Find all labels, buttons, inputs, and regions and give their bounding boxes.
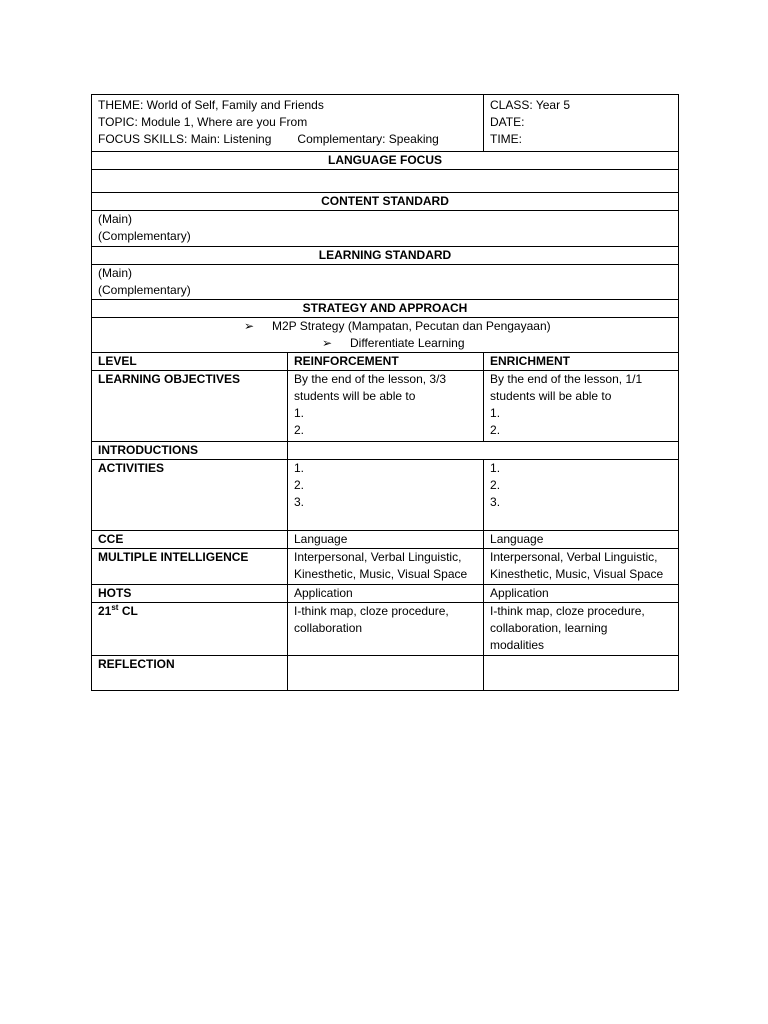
activity-item: 2.: [294, 478, 305, 492]
reinforcement-header: REINFORCEMENT: [288, 353, 484, 371]
date-text: DATE:: [490, 115, 525, 129]
content-standard-main: (Main): [98, 212, 133, 226]
cl21-text: I-think map, cloze procedure,: [294, 604, 449, 618]
lesson-plan-table: [91, 94, 679, 691]
content-standard-complementary: (Complementary): [98, 229, 191, 243]
objective-item: 2.: [490, 423, 501, 437]
cl21-label-num: 21: [98, 604, 112, 618]
mi-text: Kinesthetic, Music, Visual Space: [294, 567, 468, 581]
cl21-text: collaboration, learning: [490, 621, 608, 635]
cl21-text: I-think map, cloze procedure,: [490, 604, 645, 618]
strategy-row: [92, 300, 679, 318]
objective-intro-cont: students will be able to: [294, 389, 416, 403]
cce-enrichment: Language: [484, 531, 679, 549]
time-text: TIME:: [490, 132, 523, 146]
class-text: CLASS: Year 5: [490, 98, 571, 112]
learning-standard-body-row: [92, 265, 679, 300]
language-focus-blank-row: [92, 170, 679, 193]
introductions-label: INTRODUCTIONS: [92, 442, 288, 460]
strategy-heading: STRATEGY AND APPROACH: [92, 300, 679, 318]
strategy-item: [98, 335, 672, 352]
strategy-body-row: [92, 318, 679, 353]
cce-row: [92, 531, 679, 549]
cl21-label: [92, 603, 288, 656]
objective-intro-cont: students will be able to: [490, 389, 612, 403]
objective-item: 1.: [294, 406, 305, 420]
strategy-item-label: Differentiate Learning: [350, 336, 465, 350]
multiple-intelligence-label: MULTIPLE INTELLIGENCE: [92, 549, 288, 585]
content-standard-row: [92, 193, 679, 211]
content-standard-heading: CONTENT STANDARD: [92, 193, 679, 211]
cl21-label-rest: CL: [118, 604, 138, 618]
activity-item: 3.: [490, 495, 501, 509]
introductions-content: [288, 442, 679, 460]
activity-item: 1.: [490, 461, 501, 475]
learning-standard-heading: LEARNING STANDARD: [92, 247, 679, 265]
cce-label: CCE: [92, 531, 288, 549]
multiple-intelligence-row: [92, 549, 679, 585]
focus-skills-line: [98, 131, 477, 148]
hots-enrichment: Application: [484, 585, 679, 603]
level-header-row: [92, 353, 679, 371]
content-standard-body: [92, 211, 679, 247]
learning-standard-row: [92, 247, 679, 265]
cl21-text: modalities: [490, 638, 545, 652]
header-info-cell: [92, 95, 484, 152]
activity-item: 2.: [490, 478, 501, 492]
header-class-cell: [484, 95, 679, 152]
objective-item: 2.: [294, 423, 305, 437]
strategy-item: [98, 318, 672, 335]
mi-text: Kinesthetic, Music, Visual Space: [490, 567, 664, 581]
focus-complementary-text: Complementary: Speaking: [297, 132, 439, 146]
learning-objectives-label: LEARNING OBJECTIVES: [92, 371, 288, 442]
language-focus-heading: LANGUAGE FOCUS: [92, 152, 679, 170]
arrow-bullet-icon: ➢: [244, 319, 255, 333]
learning-standard-complementary: (Complementary): [98, 283, 191, 297]
cl21-enrichment: [484, 603, 679, 656]
learning-standard-main: (Main): [98, 266, 133, 280]
reflection-reinforcement: [288, 656, 484, 691]
activity-item: 3.: [294, 495, 305, 509]
reflection-row: [92, 656, 679, 691]
topic-text: TOPIC: Module 1, Where are you From: [98, 115, 308, 129]
objective-intro: By the end of the lesson, 1/1: [490, 372, 643, 386]
objective-intro: By the end of the lesson, 3/3: [294, 372, 447, 386]
cl21-label-sup: st: [111, 603, 119, 612]
reflection-label: REFLECTION: [92, 656, 288, 691]
learning-objectives-row: [92, 371, 679, 442]
mi-reinforcement: [288, 549, 484, 585]
language-focus-content: [92, 170, 679, 193]
content-standard-body-row: [92, 211, 679, 247]
theme-text: THEME: World of Self, Family and Friends: [98, 98, 324, 112]
cce-reinforcement: Language: [288, 531, 484, 549]
hots-reinforcement: Application: [288, 585, 484, 603]
hots-label: HOTS: [92, 585, 288, 603]
cl21-text: collaboration: [294, 621, 363, 635]
reflection-enrichment: [484, 656, 679, 691]
cl21-reinforcement: [288, 603, 484, 656]
introductions-row: [92, 442, 679, 460]
objective-item: 1.: [490, 406, 501, 420]
mi-text: Interpersonal, Verbal Linguistic,: [490, 550, 658, 564]
cl21-row: [92, 603, 679, 656]
reinforcement-activities: [288, 460, 484, 531]
reinforcement-objectives: [288, 371, 484, 442]
enrichment-header: ENRICHMENT: [484, 353, 679, 371]
activities-row: [92, 460, 679, 531]
activities-label: ACTIVITIES: [92, 460, 288, 531]
mi-text: Interpersonal, Verbal Linguistic,: [294, 550, 462, 564]
language-focus-row: [92, 152, 679, 170]
enrichment-objectives: [484, 371, 679, 442]
strategy-item-label: M2P Strategy (Mampatan, Pecutan dan Pengayaan): [272, 319, 551, 333]
header-row: [92, 95, 679, 152]
strategy-body: [92, 318, 679, 353]
level-header: LEVEL: [92, 353, 288, 371]
learning-standard-body: [92, 265, 679, 300]
enrichment-activities: [484, 460, 679, 531]
activity-item: 1.: [294, 461, 305, 475]
mi-enrichment: [484, 549, 679, 585]
hots-row: [92, 585, 679, 603]
arrow-bullet-icon: ➢: [322, 336, 333, 350]
focus-main-text: FOCUS SKILLS: Main: Listening: [98, 132, 272, 146]
